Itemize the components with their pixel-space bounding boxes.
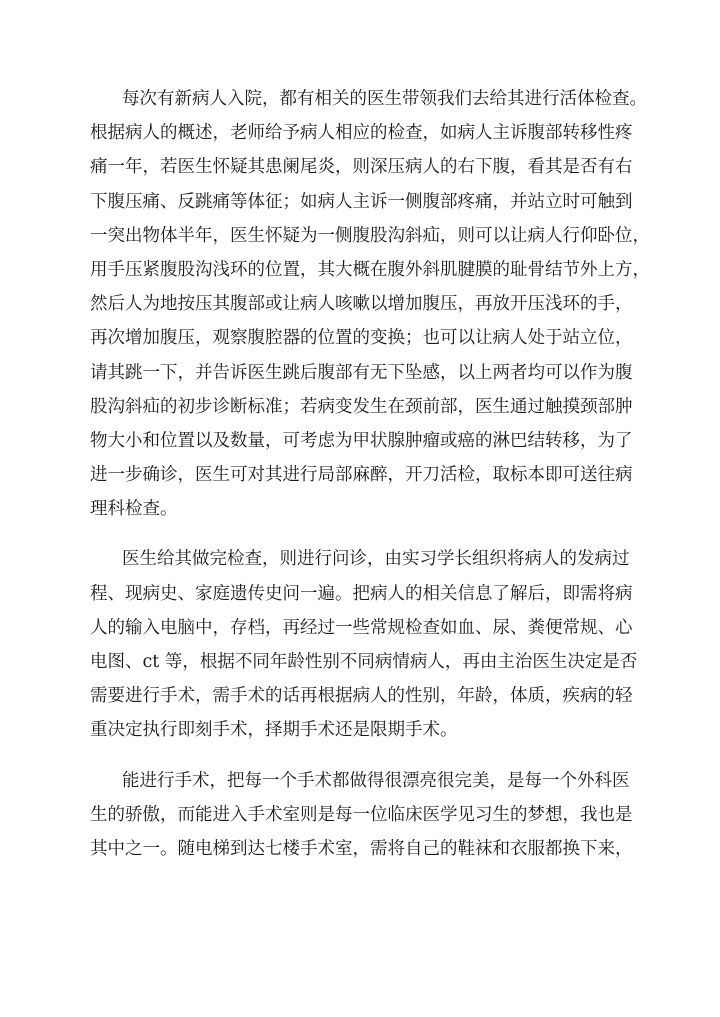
paragraph-1 [90,82,650,526]
text-line: 下腹压痛、反跳痛等体征；如病人主诉一侧腹部疼痛，并站立时可触到 [90,191,633,212]
text-line: 进一步确诊，医生可对其进行局部麻醉，开刀活检，取标本即可送往病 [90,465,633,486]
text-line: 股沟斜疝的初步诊断标准；若病变发生在颈前部，医生通过触摸颈部肿 [90,396,633,417]
text-line: 生的骄傲，而能进入手术室则是每一位临床医学见习生的梦想，我也是 [90,804,633,825]
text-line: 物大小和位置以及数量，可考虑为甲状腺肿瘤或癌的淋巴结转移，为了 [90,430,633,451]
text-line: 根据病人的概述，老师给予病人相应的检查，如病人主诉腹部转移性疼 [90,123,633,144]
text-line: 其中之一。随电梯到达七楼手术室，需将自己的鞋袜和衣服都换下来， [90,838,633,859]
text-line: 每次有新病人入院，都有相关的医生带领我们去给其进行活体检查。 [122,89,647,109]
text-line: 人的输入电脑中，存档，再经过一些常规检查如血、尿、粪便常规、心 [90,617,633,638]
paragraph-3 [90,764,650,867]
text-line: 理科检查。 [90,499,178,520]
text-line: 能进行手术，把每一个手术都做得很漂亮很完美，是每一个外科医 [122,770,630,791]
text-line: 医生给其做完检查，则进行问诊，由实习学长组织将病人的发病过 [122,549,630,570]
text-line: 需要进行手术，需手术的话再根据病人的性别，年龄，体质，疾病的轻 [90,686,633,707]
text-line: 一突出物体半年，医生怀疑为一侧腹股沟斜疝，则可以让病人行仰卧位， [90,225,650,246]
text-line: 痛一年，若医生怀疑其患阑尾炎，则深压病人的右下腹，看其是否有右 [90,157,633,178]
text-line: 重决定执行即刻手术，择期手术还是限期手术。 [90,720,458,741]
text-line: 请其跳一下，并告诉医生跳后腹部有无下坠感，以上两者均可以作为腹 [90,362,633,383]
text-line: 程、现病史、家庭遗传史问一遍。把病人的相关信息了解后，即需将病 [90,583,633,604]
paragraph-2 [90,542,650,747]
text-line: 用手压紧腹股沟浅环的位置，其大概在腹外斜肌腱膜的耻骨结节外上方， [90,259,650,280]
document-body [90,82,650,882]
text-line: 然后人为地按压其腹部或让病人咳嗽以增加腹压，再放开压浅环的手， [90,294,633,315]
text-line: 再次增加腹压，观察腹腔器的位置的变换；也可以让病人处于站立位， [90,328,633,349]
text-line: 电图、ct 等，根据不同年龄性别不同病情病人，再由主治医生决定是否 [90,652,638,672]
